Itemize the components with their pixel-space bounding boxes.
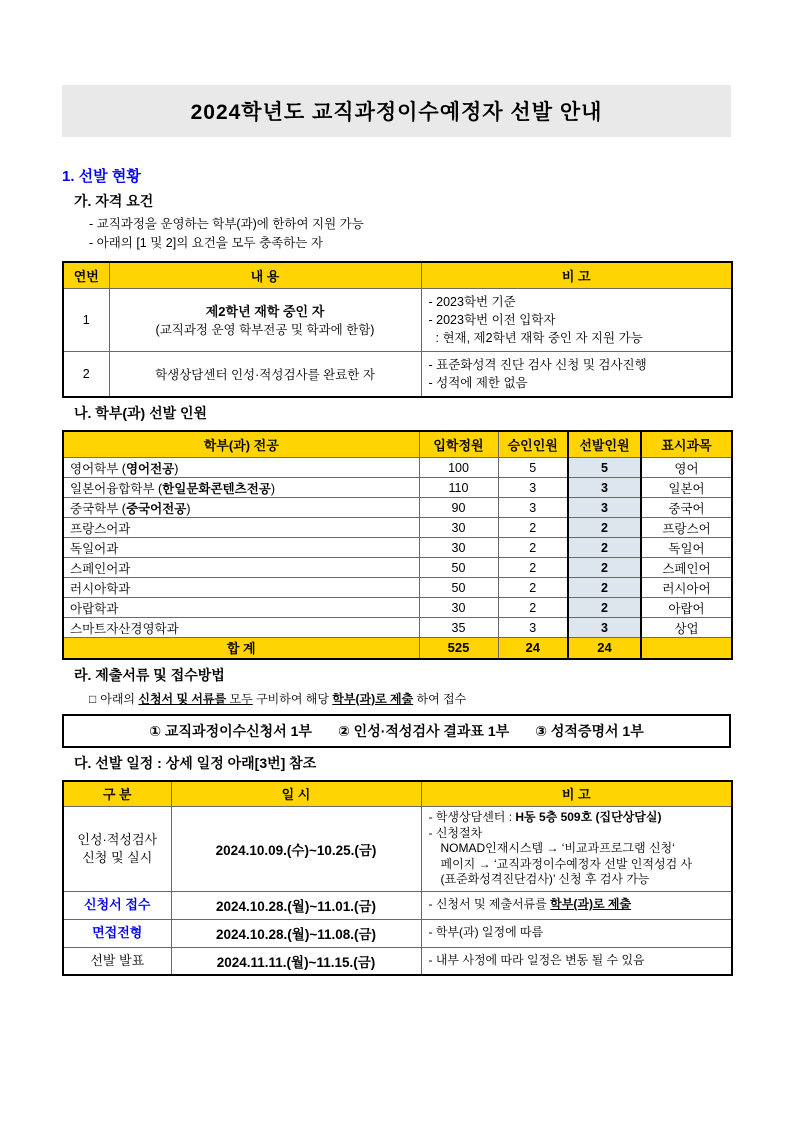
- note-location-bold: H동 5층 509호 (집단상담실): [515, 810, 662, 824]
- dept-text: 아랍학과: [70, 601, 119, 616]
- sched-header-note: 비 고: [421, 781, 732, 807]
- subsection-ra-heading: 라. 제출서류 및 접수방법: [74, 666, 225, 683]
- sel-row1-quota: 110: [419, 478, 498, 498]
- dept-text: 스페인어과: [70, 561, 131, 576]
- req-row2-no: 2: [63, 351, 109, 397]
- sched-row3-category: 면접전형: [63, 919, 171, 947]
- schedule-table: [62, 780, 733, 977]
- req-row2-note: [421, 351, 732, 397]
- req-row2-note-line2: - 성적에 제한 없음: [428, 375, 528, 390]
- sel-total-selected: 24: [568, 638, 641, 659]
- sel-header-selected: 선발인원: [568, 431, 641, 458]
- document-content: [62, 85, 731, 976]
- selection-row-chinese: [63, 498, 732, 518]
- sel-row0-approved: 5: [498, 458, 568, 478]
- dept-text: 프랑스어과: [70, 521, 131, 536]
- sel-row3-selected: 2: [568, 518, 641, 538]
- sel-row8-approved: 3: [498, 618, 568, 638]
- sel-row8-selected: 3: [568, 618, 641, 638]
- dept-text: 스마트자산경영학과: [70, 621, 179, 636]
- sel-row4-subject: 독일어: [641, 538, 732, 558]
- sel-row6-dept: [63, 578, 419, 598]
- requirements-header-row: [63, 262, 732, 288]
- sel-row7-selected: 2: [568, 598, 641, 618]
- sel-total-subject: [641, 638, 732, 659]
- dept-text: 독일어과: [70, 541, 119, 556]
- req-row1-note-line1: - 2023학번 기준: [428, 294, 516, 309]
- sel-row5-selected: 2: [568, 558, 641, 578]
- instruction-seg6: 하여 접수: [413, 691, 467, 706]
- sel-row8-subject: 상업: [641, 618, 732, 638]
- sel-row5-dept: [63, 558, 419, 578]
- selection-row-japanese: [63, 478, 732, 498]
- req-row1-no: 1: [63, 288, 109, 351]
- sched-row1-category-line1: 인성·적성검사: [77, 831, 158, 847]
- selection-row-german: [63, 538, 732, 558]
- sel-row0-selected: 5: [568, 458, 641, 478]
- sched-row4-category: 선발 발표: [63, 947, 171, 975]
- sched-row1-note-line3: NOMAD인재시스템 → ‘비교과프로그램 신청‘: [440, 841, 675, 855]
- req-row1-note: [421, 288, 732, 351]
- selection-row-smart-asset: [63, 618, 732, 638]
- sel-row0-subject: 영어: [641, 458, 732, 478]
- note-text: - 학생상담센터 :: [428, 810, 516, 824]
- req-row1-content-sub: (교직과정 운영 학부전공 및 학과에 한함): [155, 323, 375, 337]
- sched-row4-date: 2024.11.11.(월)~11.15.(금): [171, 947, 421, 975]
- dept-text: 중국학부 (: [70, 501, 126, 516]
- sel-row6-selected: 2: [568, 578, 641, 598]
- sel-total-approved: 24: [498, 638, 568, 659]
- sel-row2-dept: [63, 498, 419, 518]
- selection-quota-table: [62, 430, 733, 660]
- subsection-na-heading: 나. 학부(과) 선발 인원: [74, 404, 208, 421]
- page-title: 2024학년도 교직과정이수예정자 선발 안내: [190, 101, 603, 124]
- dept-text: 영어학부 (: [70, 461, 126, 476]
- sel-row5-approved: 2: [498, 558, 568, 578]
- sel-row7-approved: 2: [498, 598, 568, 618]
- req-row1-content-main: 제2학년 재학 중인 자: [205, 304, 325, 319]
- sel-row2-quota: 90: [419, 498, 498, 518]
- sel-header-dept: 학부(과) 전공: [63, 431, 419, 458]
- sched-header-category: 구 분: [63, 781, 171, 807]
- dept-text: 일본어융합학부 (: [70, 481, 163, 496]
- schedule-row-announcement: [63, 947, 732, 975]
- subsection-da-heading: 다. 선발 일정 : 상세 일정 아래[3번] 참조: [74, 754, 317, 771]
- sched-row1-category-line2: 신청 및 실시: [82, 849, 153, 865]
- sel-row3-dept: [63, 518, 419, 538]
- title-banner: [62, 85, 731, 137]
- sel-row1-dept: [63, 478, 419, 498]
- sched-row2-date: 2024.10.28.(월)~11.01.(금): [171, 891, 421, 919]
- selection-row-russian: [63, 578, 732, 598]
- instruction-seg1: 아래의: [100, 691, 139, 706]
- selection-total-row: [63, 638, 732, 659]
- sched-row3-note: - 학부(과) 일정에 따름: [421, 919, 732, 947]
- sel-row4-quota: 30: [419, 538, 498, 558]
- req-header-no: 연번: [63, 262, 109, 288]
- sel-row7-subject: 아랍어: [641, 598, 732, 618]
- dept-text-close: ): [174, 461, 179, 476]
- sel-row2-subject: 중국어: [641, 498, 732, 518]
- required-documents-box: [62, 714, 731, 748]
- selection-row-spanish: [63, 558, 732, 578]
- note-submit-bold: 학부(과)로 제출: [550, 897, 632, 912]
- sched-row2-note: [421, 891, 732, 919]
- selection-row-arabic: [63, 598, 732, 618]
- selection-row-english: [63, 458, 732, 478]
- sel-header-quota: 입학정원: [419, 431, 498, 458]
- req-row1-note-line3: : 현재, 제2학년 재학 중인 자 지원 가능: [435, 330, 643, 345]
- req-row1-note-line2: - 2023학번 이전 입학자: [428, 312, 556, 327]
- schedule-row-application: [63, 891, 732, 919]
- sel-row8-quota: 35: [419, 618, 498, 638]
- qualification-bullet-2: - 아래의 [1 및 2]의 요건을 모두 충족하는 자: [89, 236, 323, 250]
- sel-row4-approved: 2: [498, 538, 568, 558]
- sel-row3-approved: 2: [498, 518, 568, 538]
- qualification-bullet-1: - 교직과정을 운영하는 학부(과)에 한하여 지원 가능: [89, 217, 364, 231]
- sel-row3-quota: 30: [419, 518, 498, 538]
- sel-row1-subject: 일본어: [641, 478, 732, 498]
- note-text: - 신청서 및 제출서류를: [428, 897, 551, 912]
- dept-major-bold: 한일문화콘텐츠전공: [162, 481, 271, 496]
- section-1-heading: 1. 선발 현황: [62, 168, 141, 185]
- sel-row5-subject: 스페인어: [641, 558, 732, 578]
- required-doc-1: ① 교직과정이수신청서 1부: [149, 722, 312, 739]
- req-header-note: 비 고: [421, 262, 732, 288]
- dept-text: 러시아학과: [70, 581, 131, 596]
- schedule-row-aptitude-test: [63, 807, 732, 892]
- req-header-content: 내 용: [109, 262, 421, 288]
- sched-row1-note: [421, 807, 732, 892]
- sched-row1-note-line2: - 신청절차: [428, 825, 483, 840]
- sel-row3-subject: 프랑스어: [641, 518, 732, 538]
- sel-header-subject: 표시과목: [641, 431, 732, 458]
- qualification-bullets: [89, 215, 731, 253]
- sel-row8-dept: [63, 618, 419, 638]
- dept-major-bold: 영어전공: [125, 461, 175, 476]
- sel-row0-dept: [63, 458, 419, 478]
- sel-row1-selected: 3: [568, 478, 641, 498]
- sched-row1-note-line1: [429, 810, 725, 826]
- selection-header-row: [63, 431, 732, 458]
- sel-total-quota: 525: [419, 638, 498, 659]
- dept-text-close: ): [186, 501, 191, 516]
- dept-major-bold: 중국어전공: [125, 501, 187, 516]
- instruction-seg3: 모두: [226, 691, 253, 706]
- requirements-table: [62, 261, 733, 398]
- schedule-row-interview: [63, 919, 732, 947]
- instruction-seg4: 구비하여 해당: [252, 691, 333, 706]
- sel-row1-approved: 3: [498, 478, 568, 498]
- sel-row6-quota: 50: [419, 578, 498, 598]
- requirements-row-2: [63, 351, 732, 397]
- selection-row-french: [63, 518, 732, 538]
- required-doc-3: ③ 성적증명서 1부: [535, 722, 644, 739]
- schedule-header-row: [63, 781, 732, 807]
- required-doc-2: ② 인성·적성검사 결과표 1부: [337, 722, 510, 739]
- sel-row2-selected: 3: [568, 498, 641, 518]
- subsection-ga-heading: 가. 자격 요건: [74, 193, 154, 209]
- sched-row1-note-line4: 페이지 → ‘교직과정이수예정자 선발 인적성검 사: [440, 856, 693, 871]
- sched-row4-note: - 내부 사정에 따라 일정은 변동 될 수 있음: [421, 947, 732, 975]
- requirements-row-1: [63, 288, 732, 351]
- sel-total-label: 합 계: [63, 638, 419, 659]
- sched-row1-note-line5: (표준화성격진단검사)’ 신청 후 검사 가능: [440, 872, 650, 886]
- sel-row7-quota: 30: [419, 598, 498, 618]
- sel-row2-approved: 3: [498, 498, 568, 518]
- req-row2-content: 학생상담센터 인성·적성검사를 완료한 자: [109, 351, 421, 397]
- instruction-seg5: 학부(과)로 제출: [332, 691, 414, 706]
- sched-row3-date: 2024.10.28.(월)~11.08.(금): [171, 919, 421, 947]
- sel-row4-selected: 2: [568, 538, 641, 558]
- sel-row5-quota: 50: [419, 558, 498, 578]
- sel-row6-subject: 러시아어: [641, 578, 732, 598]
- req-row1-content: [109, 288, 421, 351]
- submission-instruction-line: [89, 690, 731, 707]
- sel-row6-approved: 2: [498, 578, 568, 598]
- sel-row7-dept: [63, 598, 419, 618]
- sel-row0-quota: 100: [419, 458, 498, 478]
- req-row2-note-line1: - 표준화성격 진단 검사 신청 및 검사진행: [428, 357, 647, 372]
- sel-row4-dept: [63, 538, 419, 558]
- sel-header-approved: 승인인원: [498, 431, 568, 458]
- sched-row1-date: 2024.10.09.(수)~10.25.(금): [171, 807, 421, 892]
- instruction-seg2: 신청서 및 서류를: [138, 691, 227, 706]
- sched-row2-category: 신청서 접수: [63, 891, 171, 919]
- sched-row1-category: [63, 807, 171, 892]
- dept-text-close: ): [270, 481, 276, 496]
- sched-header-date: 일 시: [171, 781, 421, 807]
- checkbox-icon: □: [89, 691, 97, 706]
